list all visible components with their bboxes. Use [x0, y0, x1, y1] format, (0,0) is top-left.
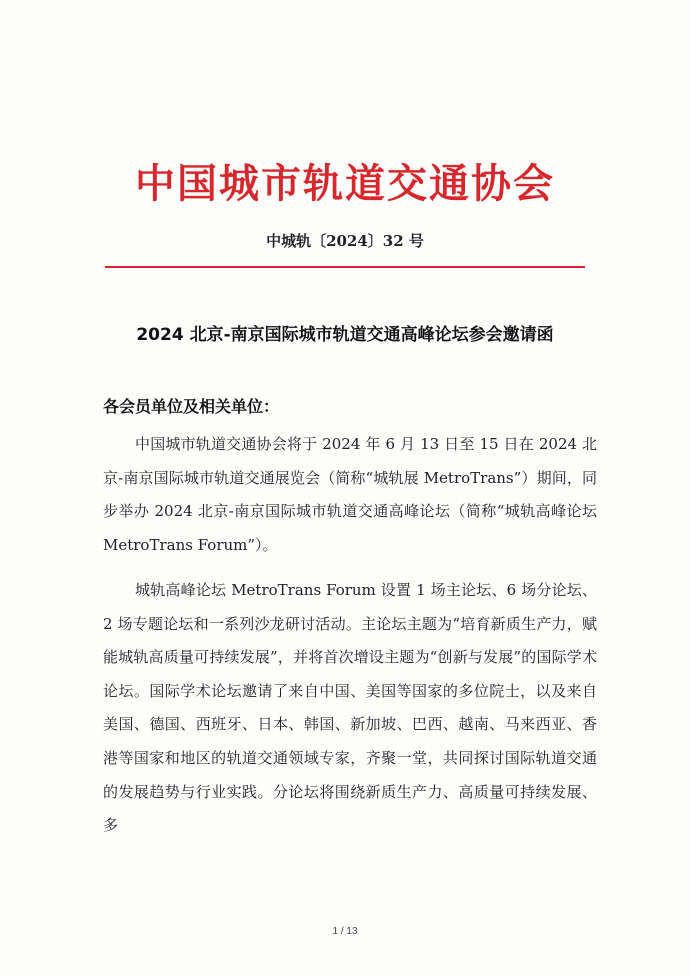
page-number: 1 / 13 [332, 926, 358, 937]
red-divider-line [105, 266, 585, 268]
document-title: 2024 北京-南京国际城市轨道交通高峰论坛参会邀请函 [136, 325, 554, 345]
document-number: 中城轨〔2024〕32 号 [266, 232, 424, 250]
salutation: 各会员单位及相关单位： [103, 397, 280, 416]
body-paragraph-1: 中国城市轨道交通协会将于 2024 年 6 月 13 日至 15 日在 2024 北京-南京国际城市轨道交通展览会（简称“城轨展 MetroTrans”）期间，同步举办 2024 北京-南京国际城市轨道交通高峰论坛（简称“城轨高峰论坛 MetroTrans Forum”）。 [103, 435, 597, 554]
body-paragraph-2: 城轨高峰论坛 MetroTrans Forum 设置 1 场主论坛、6 场分论坛、2 场专题论坛和一系列沙龙研讨活动。主论坛主题为“培育新质生产力，赋能城轨高质量可持续发展”，并将首次增设主题为“创新与发展”的国际学术论坛。国际学术论坛邀请了来自中国、美国等国家的多位院士，以及来自美国、德国、西班牙、日本、韩国、新加坡、巴西、越南、马来西亚、香港等国家和地区的轨道交通领域专家，齐聚一堂，共同探讨国际轨道交通的发展趋势与行业实践。分论坛将围绕新质生产力、高质量可持续发展、多 [103, 581, 597, 835]
organization-header: 中国城市轨道交通协会 [135, 161, 555, 207]
